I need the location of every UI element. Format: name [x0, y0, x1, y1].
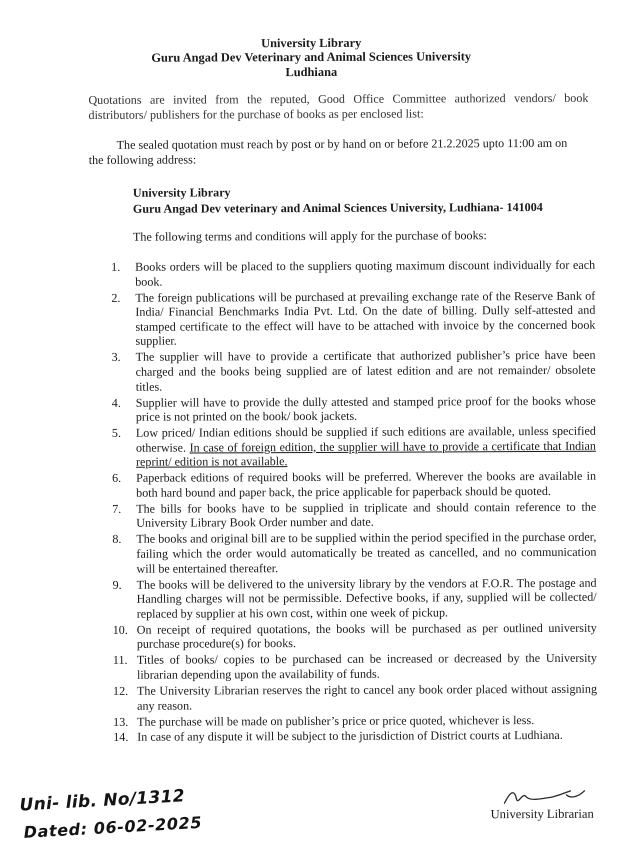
term-text: Titles of books/ copies to be purchased can be increased or decreased by the University librarian depending upon the availability of funds. — [136, 651, 597, 682]
term-item — [113, 575, 597, 621]
term-number: 6. — [112, 471, 122, 486]
term-number: 9. — [112, 577, 122, 592]
term-number: 5. — [111, 425, 121, 440]
term-number: 1. — [111, 259, 121, 274]
term-number: 14. — [113, 730, 129, 745]
term-item — [112, 500, 596, 531]
term-number: 12. — [112, 683, 129, 698]
handwritten-date: Dated: 06-02-2025 — [23, 812, 203, 842]
term-text: Low priced/ Indian editions should be supplied if such editions are available, unless specified otherwise. — [135, 423, 596, 455]
term-text: The books will be delivered to the university library by the vendors at F.O.R. The postage and Handling charges will not be permissible. Defective books, if any, supplied will be collected/ replaced by supplier at his own cost, within one week of pickup. — [136, 575, 597, 621]
term-text: The supplier will have to provide a certificate that authorized publisher’s price have been charged and the books being supplied are of latest edition and are not remainder/ obsolete titles. — [135, 348, 596, 394]
term-number: 13. — [113, 714, 129, 729]
term-item — [112, 424, 596, 470]
term-item — [112, 530, 596, 576]
intro-paragraph: Quotations are invited from the reputed, Good Office Committee authorized vendors/ book distributors/ publishers for the purchase of books as per enclosed list: — [88, 90, 589, 122]
terms-list — [111, 258, 597, 747]
term-number: 8. — [112, 532, 122, 547]
term-item — [113, 712, 597, 729]
handwritten-reference-number: Uni- lib. No/1312 — [19, 786, 186, 816]
header-university: Guru Angad Dev Veterinary and Animal Sciences University — [151, 49, 472, 65]
term-item — [113, 621, 597, 652]
term-item — [111, 258, 595, 289]
term-text: Paperback editions of required books will be preferred. Wherever the books are available in both hard bound and paper back, the price applicable for paperback should be quoted. — [136, 469, 597, 500]
header-city: Ludhiana — [285, 64, 338, 80]
address-line-1: University Library — [132, 185, 231, 200]
term-item — [113, 728, 597, 745]
address-line-2: Guru Angad Dev veterinary and Animal Sciences University, Ludhiana- 141004 — [132, 199, 543, 216]
term-item — [113, 651, 597, 682]
term-number: 11. — [112, 653, 128, 668]
term-text: Supplier will have to provide the dully attested and stamped price proof for the books whose price is not printed on the book/ book jackets. — [135, 393, 596, 424]
header-library: University Library — [261, 35, 362, 51]
term-text: Books orders will be placed to the suppliers quoting maximum discount individually for each book. — [135, 257, 596, 289]
signatory-title: University Librarian — [490, 806, 594, 822]
term-number: 10. — [112, 622, 128, 637]
term-underlined-text: In case of foreign edition, the supplier will have to provide a certificate that Indian reprint/ edition is not available. — [135, 438, 596, 470]
term-text: The books and original bill are to be supplied within the period specified in the purchase order, failing which the order would automatically be treated as cancelled, and no communication will be entertained thereafter. — [136, 530, 597, 576]
term-text: The University Librarian reserves the right to cancel any book order placed without assigning any reason. — [136, 681, 598, 713]
term-text: The bills for books have to be supplied in triplicate and should contain reference to the University Library Book Order number and date. — [136, 499, 597, 531]
sealed-quotation-notice: The sealed quotation must reach by post or by hand on or before 21.2.2025 upto 11:00 am on the following address: — [88, 135, 568, 167]
term-number: 4. — [111, 395, 121, 410]
term-item — [112, 469, 596, 500]
term-text: On receipt of required quotations, the books will be purchased as per outlined university purchase procedure(s) for books. — [136, 620, 597, 652]
term-number: 2. — [111, 290, 121, 305]
term-text: The foreign publications will be purchased at prevailing exchange rate of the Reserve Bank of India/ Financial Benchmarks India Pvt. Ltd. On the date of billing. Dully self-attested and stamped certificate to the effect will have to be attached with invoice by the concerned book supplier. — [135, 288, 596, 349]
term-number: 7. — [112, 501, 122, 516]
terms-intro: The following terms and conditions will apply for the purchase of books: — [133, 228, 487, 244]
term-item — [112, 348, 596, 394]
term-item — [113, 682, 597, 713]
signature-scribble — [500, 785, 590, 809]
term-item — [112, 393, 596, 424]
term-item — [111, 288, 595, 348]
term-text: In case of any dispute it will be subject to the jurisdiction of District courts at Ludhiana. — [137, 728, 563, 745]
term-text: The purchase will be made on publisher’s price or price quoted, whichever is less. — [137, 712, 535, 729]
term-number: 3. — [111, 350, 121, 365]
